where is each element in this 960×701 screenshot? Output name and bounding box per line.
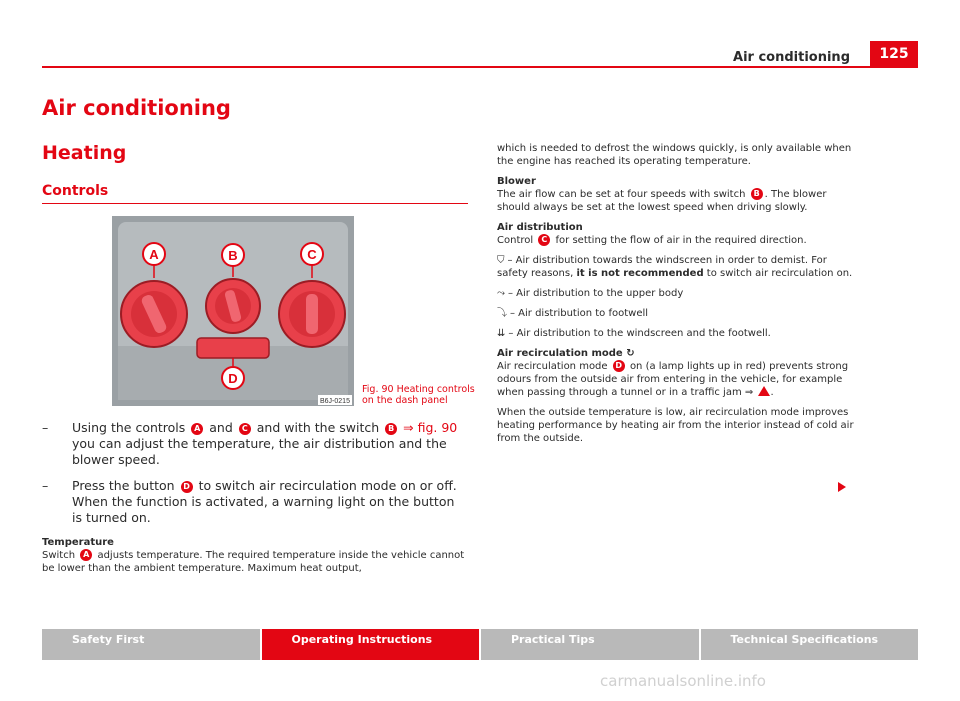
figure-label-d: D — [228, 371, 238, 386]
blower-paragraph: The air flow can be set at four speeds with switch B . The blower should always be set at the lowest speed when driving slowly. — [497, 189, 827, 213]
page-number: 125 — [870, 41, 918, 67]
figure-caption-line2: on the dash panel — [362, 395, 448, 406]
step-1: – Using the controls A and C and with the switch B ⇒ fig. 90 you can adjust the temperature, the air distribution and the blower speed. — [42, 420, 458, 467]
badge-b: B — [385, 423, 397, 435]
footer-tab-operating-instructions[interactable]: Operating Instructions — [262, 629, 480, 660]
footer-tab-practical-tips[interactable]: Practical Tips — [481, 629, 699, 660]
footer-tab-technical-specifications[interactable]: Technical Specifications — [701, 629, 919, 660]
blower-heading: Blower — [497, 176, 536, 187]
header-rule — [42, 66, 918, 68]
section-title: Heating — [42, 142, 127, 164]
distribution-item-windscreen-footwell: ⇊ – Air distribution to the windscreen and the footwell. — [497, 328, 771, 339]
recirculation-icon: ↻ — [626, 348, 635, 359]
knob-c — [279, 281, 345, 347]
recirculation-button — [197, 338, 269, 358]
figure-caption-line1: Fig. 90 Heating controls — [362, 384, 475, 395]
subsection-title: Controls — [42, 183, 109, 199]
header-title: Air conditioning — [733, 50, 850, 65]
figure-caption — [362, 384, 475, 406]
windscreen-footwell-icon: ⇊ — [497, 328, 506, 339]
recirculation-paragraph-2: When the outside temperature is low, air recirculation mode improves heating performance by heating air from the interior instead of cold air from the outside. — [497, 407, 854, 444]
right-column — [497, 142, 857, 452]
knob-a — [121, 281, 187, 347]
upper-body-icon: ⤳ — [497, 288, 505, 299]
recirculation-heading: Air recirculation mode ↻ — [497, 348, 635, 359]
figure-reference-link[interactable]: ⇒ fig. 90 — [403, 420, 458, 435]
warning-icon[interactable] — [758, 386, 770, 396]
recirculation-paragraph: Air recirculation mode D on (a lamp lights up in red) prevents strong odours from the outside air from entering in the vehicle, for example when passing through a tunnel or in a traffic jam ⇒ . — [497, 361, 849, 398]
chapter-title: Air conditioning — [42, 96, 231, 120]
heating-controls-figure — [112, 216, 354, 406]
distribution-item-windscreen: ⛉ – Air distribution towards the windscreen in order to demist. For safety reasons, it is not recommended to switch air recirculation on. — [497, 255, 853, 279]
badge-d: D — [181, 481, 193, 493]
knob-b — [206, 279, 260, 333]
subsection-rule — [42, 203, 468, 204]
watermark: carmanualsonline.info — [600, 672, 766, 690]
distribution-item-footwell: ⤵ – Air distribution to footwell — [497, 308, 649, 319]
temperature-paragraph: Switch A adjusts temperature. The required temperature inside the vehicle cannot be lower than the ambient temperature. Maximum heat output, — [42, 550, 465, 574]
figure-code: B6J-0215 — [320, 398, 350, 405]
left-column — [42, 420, 468, 582]
step-2: – Press the button D to switch air recirculation mode on or off. When the function is activated, a warning light on the button is turned on. — [42, 478, 457, 525]
temperature-continued: which is needed to defrost the windows quickly, is only available when the engine has reached its operating temperature. — [497, 143, 852, 167]
distribution-heading: Air distribution — [497, 222, 583, 233]
temperature-heading: Temperature — [42, 537, 114, 548]
footwell-icon: ⤵ — [497, 308, 507, 319]
distribution-item-upper-body: ⤳ – Air distribution to the upper body — [497, 288, 684, 299]
continue-arrow-icon — [838, 482, 846, 492]
windscreen-icon: ⛉ — [497, 255, 505, 266]
badge-c: C — [239, 423, 251, 435]
distribution-paragraph: Control C for setting the flow of air in the required direction. — [497, 235, 807, 246]
figure-label-b: B — [228, 248, 238, 263]
figure-label-a: A — [149, 247, 159, 262]
badge-a: A — [191, 423, 203, 435]
footer-tab-safety-first[interactable]: Safety First — [42, 629, 260, 660]
footer-nav — [42, 629, 918, 660]
figure-label-c: C — [307, 247, 317, 262]
